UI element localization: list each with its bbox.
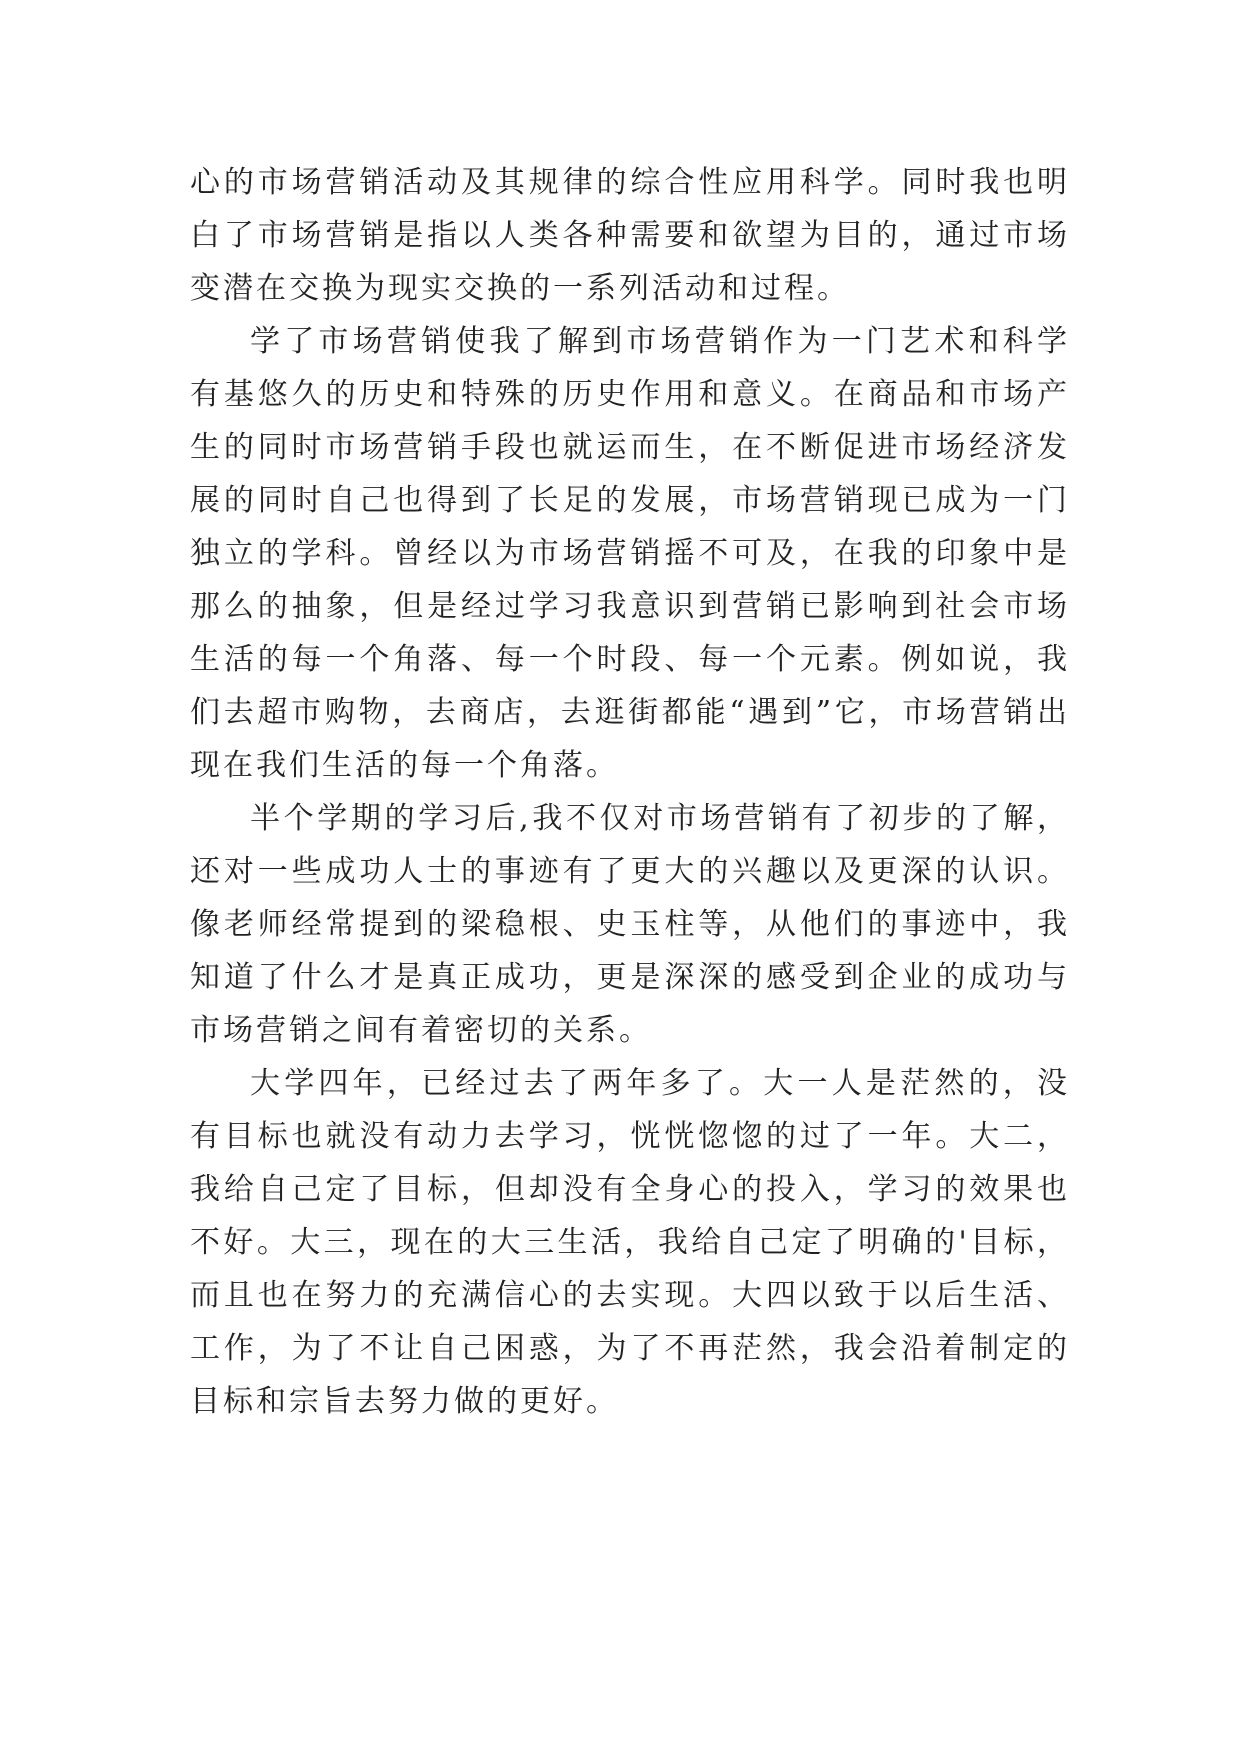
document-body (190, 156, 1070, 1428)
paragraph-2: 学了市场营销使我了解到市场营销作为一门艺术和科学有基悠久的历史和特殊的历史作用和意义。在商品和市场产生的同时市场营销手段也就运而生，在不断促进市场经济发展的同时自己也得到了长足的发展，市场营销现已成为一门独立的学科。曾经以为市场营销摇不可及，在我的印象中是那么的抽象，但是经过学习我意识到营销已影响到社会市场生活的每一个角落、每一个时段、每一个元素。例如说，我们去超市购物，去商店，去逛街都能“遇到”它，市场营销出现在我们生活的每一个角落。 (190, 324, 1070, 783)
paragraph-1: 心的市场营销活动及其规律的综合性应用科学。同时我也明白了市场营销是指以人类各种需要和欲望为目的，通过市场变潜在交换为现实交换的一系列活动和过程。 (190, 165, 1070, 306)
paragraph-4: 大学四年，已经过去了两年多了。大一人是茫然的，没有目标也就没有动力去学习，恍恍惚惚的过了一年。大二，我给自己定了目标，但却没有全身心的投入，学习的效果也不好。大三，现在的大三生活，我给自己定了明确的'目标，而且也在努力的充满信心的去实现。大四以致于以后生活、工作，为了不让自己困惑，为了不再茫然，我会沿着制定的目标和宗旨去努力做的更好。 (190, 1066, 1070, 1419)
paragraph-3: 半个学期的学习后,我不仅对市场营销有了初步的了解，还对一些成功人士的事迹有了更大的兴趣以及更深的认识。像老师经常提到的梁稳根、史玉柱等，从他们的事迹中，我知道了什么才是真正成功，更是深深的感受到企业的成功与市场营销之间有着密切的关系。 (190, 801, 1070, 1048)
